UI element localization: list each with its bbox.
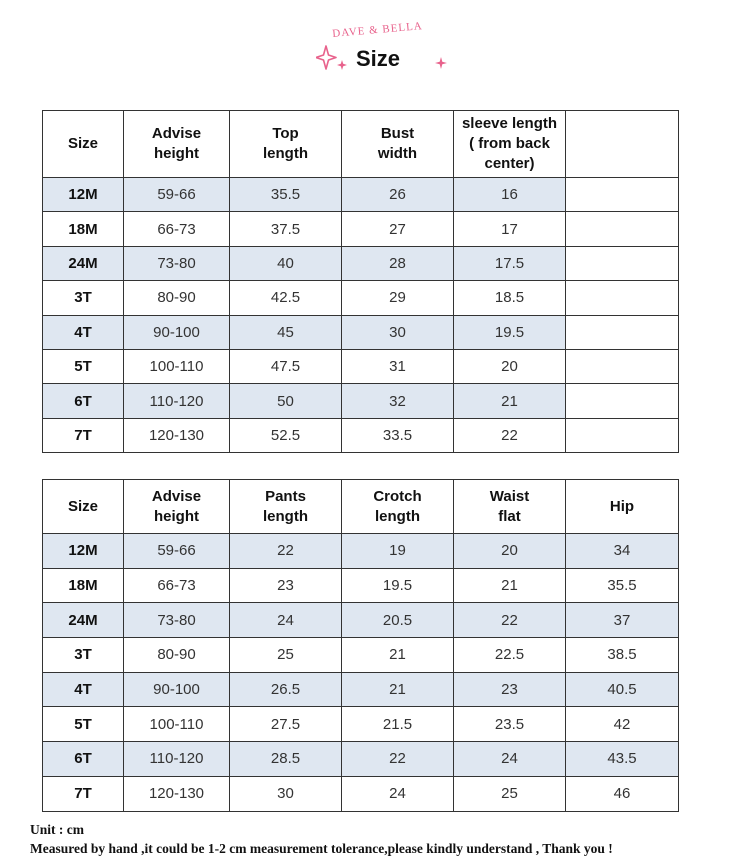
table-cell: 27.5 (230, 707, 342, 742)
table-cell: 40 (230, 246, 342, 280)
table-cell: 52.5 (230, 418, 342, 452)
table-cell: 28.5 (230, 742, 342, 777)
table-row (43, 349, 679, 383)
table-cell: 73-80 (124, 246, 230, 280)
table-cell: 21.5 (342, 707, 454, 742)
table-header-row (43, 480, 679, 534)
table-cell: 24 (342, 776, 454, 811)
column-header: Size (43, 111, 124, 178)
column-header: sleeve length ( from back center) (454, 111, 566, 178)
table-cell: 120-130 (124, 418, 230, 452)
table-cell: 38.5 (566, 638, 679, 673)
table-cell: 24 (230, 603, 342, 638)
table-row (43, 568, 679, 603)
table-row (43, 742, 679, 777)
column-header (566, 111, 679, 178)
table-row (43, 672, 679, 707)
table-row (43, 384, 679, 418)
table-row (43, 281, 679, 315)
table-cell: 59-66 (124, 534, 230, 569)
table-cell: 40.5 (566, 672, 679, 707)
table-cell: 110-120 (124, 384, 230, 418)
tolerance-note: Measured by hand ,it could be 1-2 cm measurement tolerance,please kindly understand , Thank you ! (30, 841, 613, 856)
column-header: Crotch length (342, 480, 454, 534)
table-cell: 80-90 (124, 638, 230, 673)
table-cell: 22 (230, 534, 342, 569)
column-header: Advise height (124, 111, 230, 178)
table-cell: 16 (454, 178, 566, 212)
table-cell: 100-110 (124, 707, 230, 742)
table-cell: 17.5 (454, 246, 566, 280)
table-cell: 25 (454, 776, 566, 811)
table-cell: 29 (342, 281, 454, 315)
table-cell: 32 (342, 384, 454, 418)
top-size-table-body (43, 111, 679, 453)
table-row (43, 534, 679, 569)
table-cell: 19.5 (454, 315, 566, 349)
table-cell: 27 (342, 212, 454, 246)
column-header: Advise height (124, 480, 230, 534)
size-label-cell: 24M (43, 246, 124, 280)
column-header: Hip (566, 480, 679, 534)
table-row (43, 315, 679, 349)
table-cell: 21 (454, 384, 566, 418)
table-cell: 26 (342, 178, 454, 212)
size-label-cell: 7T (43, 418, 124, 452)
table-cell: 24 (454, 742, 566, 777)
table-cell (566, 418, 679, 452)
table-cell: 34 (566, 534, 679, 569)
table-cell: 30 (342, 315, 454, 349)
size-label-cell: 24M (43, 603, 124, 638)
table-cell: 23 (454, 672, 566, 707)
table-cell (566, 384, 679, 418)
table-row (43, 212, 679, 246)
column-header: Bust width (342, 111, 454, 178)
table-cell: 66-73 (124, 212, 230, 246)
table-cell: 21 (342, 638, 454, 673)
table-cell: 20 (454, 534, 566, 569)
table-cell: 28 (342, 246, 454, 280)
table-cell: 45 (230, 315, 342, 349)
brand-logo-text: DAVE & BELLA (331, 20, 424, 40)
table-cell (566, 212, 679, 246)
size-label-cell: 4T (43, 672, 124, 707)
column-header: Pants length (230, 480, 342, 534)
table-cell (566, 178, 679, 212)
table-cell: 66-73 (124, 568, 230, 603)
table-cell (566, 349, 679, 383)
table-row (43, 638, 679, 673)
table-cell: 37 (566, 603, 679, 638)
table-cell: 37.5 (230, 212, 342, 246)
size-label-cell: 3T (43, 281, 124, 315)
sparkle-icon (316, 44, 350, 72)
table-cell: 20.5 (342, 603, 454, 638)
size-label-cell: 7T (43, 776, 124, 811)
table-cell (566, 315, 679, 349)
table-cell (566, 246, 679, 280)
table-header-row (43, 111, 679, 178)
size-label-cell: 6T (43, 742, 124, 777)
table-cell: 18.5 (454, 281, 566, 315)
size-label-cell: 18M (43, 568, 124, 603)
table-cell: 21 (454, 568, 566, 603)
table-cell: 19 (342, 534, 454, 569)
column-header: Top length (230, 111, 342, 178)
table-cell: 33.5 (342, 418, 454, 452)
size-label-cell: 3T (43, 638, 124, 673)
table-cell: 20 (454, 349, 566, 383)
table-row (43, 418, 679, 452)
table-cell: 19.5 (342, 568, 454, 603)
notes-block (30, 820, 745, 858)
table-cell: 120-130 (124, 776, 230, 811)
table-cell: 35.5 (566, 568, 679, 603)
unit-note: Unit : cm (30, 822, 84, 837)
size-label-cell: 5T (43, 349, 124, 383)
table-cell: 73-80 (124, 603, 230, 638)
table-cell (566, 281, 679, 315)
bottom-size-table (42, 479, 679, 812)
table-cell: 90-100 (124, 672, 230, 707)
table-cell: 80-90 (124, 281, 230, 315)
table-cell: 25 (230, 638, 342, 673)
table-cell: 26.5 (230, 672, 342, 707)
table-row (43, 603, 679, 638)
top-size-table (42, 110, 679, 453)
table-row (43, 776, 679, 811)
table-cell: 30 (230, 776, 342, 811)
size-label-cell: 18M (43, 212, 124, 246)
table-cell: 23 (230, 568, 342, 603)
size-label-cell: 12M (43, 534, 124, 569)
table-cell: 22 (454, 603, 566, 638)
table-cell: 17 (454, 212, 566, 246)
table-cell: 47.5 (230, 349, 342, 383)
table-cell: 31 (342, 349, 454, 383)
table-cell: 43.5 (566, 742, 679, 777)
table-cell: 46 (566, 776, 679, 811)
table-cell: 23.5 (454, 707, 566, 742)
table-cell: 100-110 (124, 349, 230, 383)
table-cell: 22 (342, 742, 454, 777)
table-row (43, 707, 679, 742)
table-cell: 90-100 (124, 315, 230, 349)
table-row (43, 246, 679, 280)
table-cell: 35.5 (230, 178, 342, 212)
table-cell: 50 (230, 384, 342, 418)
size-label-cell: 12M (43, 178, 124, 212)
bottom-size-table-body (43, 480, 679, 812)
table-cell: 42.5 (230, 281, 342, 315)
table-cell: 42 (566, 707, 679, 742)
page-title: Size (356, 46, 401, 71)
table-cell: 21 (342, 672, 454, 707)
table-cell: 59-66 (124, 178, 230, 212)
sparkle-small-icon (434, 56, 448, 70)
table-cell: 22 (454, 418, 566, 452)
size-label-cell: 6T (43, 384, 124, 418)
table-row (43, 178, 679, 212)
table-cell: 22.5 (454, 638, 566, 673)
size-label-cell: 5T (43, 707, 124, 742)
column-header: Waist flat (454, 480, 566, 534)
page-header (0, 0, 750, 100)
table-cell: 110-120 (124, 742, 230, 777)
column-header: Size (43, 480, 124, 534)
size-label-cell: 4T (43, 315, 124, 349)
